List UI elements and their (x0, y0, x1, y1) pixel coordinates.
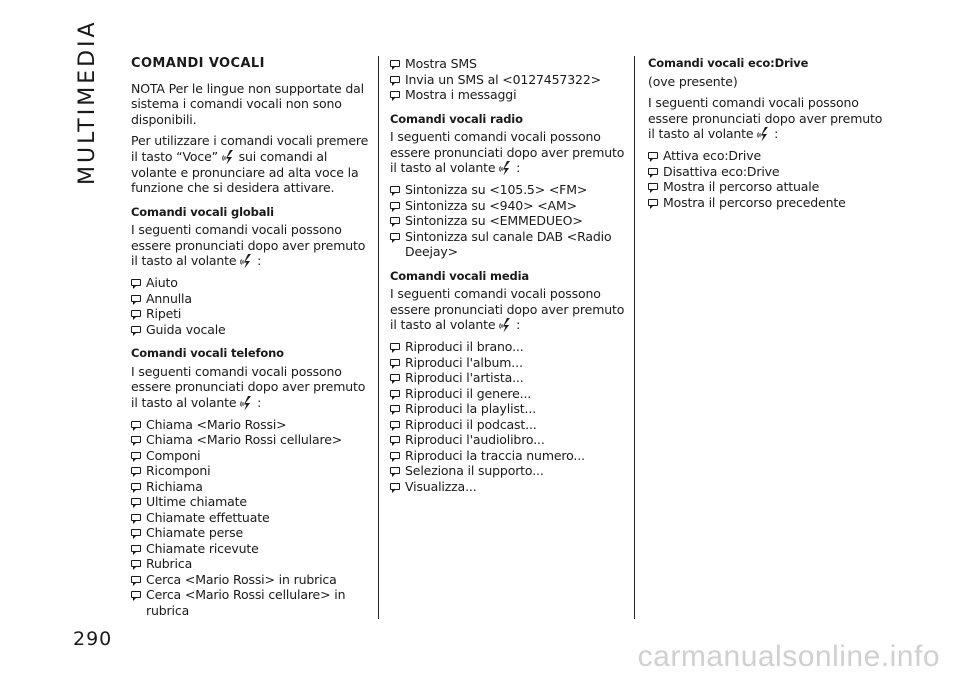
command-item (390, 182, 630, 198)
command-text: Mostra i messaggi (405, 87, 517, 102)
radio-commands-intro (390, 129, 630, 176)
command-text: Sintonizza su <105.5> <FM> (405, 182, 588, 197)
ecodrive-commands-list (648, 148, 888, 210)
command-item (131, 572, 371, 588)
command-item (648, 179, 888, 195)
command-text: Riproduci l'audiolibro... (405, 432, 545, 447)
phone-commands-list (131, 417, 371, 619)
intro-text-a: Per utilizzare i comandi vocali premere il tasto “Voce” (131, 133, 369, 164)
command-item (390, 432, 630, 448)
speech-bubble-icon (131, 514, 141, 521)
command-text: Riproduci la traccia numero... (405, 447, 585, 463)
command-text: Mostra il percorso attuale (663, 179, 820, 194)
note-paragraph: NOTA Per le lingue non supportate dal sistema i comandi vocali non sono disponibili. (131, 80, 365, 127)
colon: : (257, 394, 262, 410)
speech-bubble-icon (131, 452, 141, 459)
speech-bubble-icon (131, 576, 141, 583)
column-divider (378, 56, 379, 619)
heading-phone-commands: Comandi vocali telefono (131, 346, 284, 360)
command-text: Chiama <Mario Rossi cellulare> (146, 432, 343, 447)
speech-bubble-icon (390, 91, 400, 98)
command-item (390, 198, 630, 214)
speech-bubble-icon (390, 60, 400, 67)
speech-bubble-icon (648, 183, 658, 190)
command-item (131, 494, 371, 510)
command-text: Ricomponi (146, 463, 211, 478)
colon: : (516, 317, 521, 332)
global-commands-list (131, 275, 371, 337)
speech-bubble-icon (131, 498, 141, 505)
speech-bubble-icon (390, 374, 400, 381)
ecodrive-commands-text: I seguenti comandi vocali possono essere pronunciati dopo aver premuto il tasto al volante (648, 95, 883, 141)
column-divider (634, 56, 635, 619)
command-item (131, 432, 371, 448)
command-text: Riproduci il podcast... (405, 416, 537, 432)
command-item (648, 195, 888, 211)
speech-bubble-icon (390, 452, 400, 459)
sms-commands-list (390, 56, 630, 103)
speech-bubble-icon (390, 186, 400, 193)
command-text: Mostra il percorso precedente (663, 194, 846, 210)
speech-bubble-icon (390, 467, 400, 474)
command-text: Annulla (146, 290, 192, 306)
command-text: Ultime chiamate (146, 494, 247, 509)
command-item (131, 291, 371, 307)
command-item (390, 229, 630, 260)
column-3 (648, 56, 888, 214)
command-item (131, 463, 371, 479)
command-text: Componi (146, 447, 201, 463)
column-1 (131, 56, 371, 622)
speech-bubble-icon (131, 545, 141, 552)
command-item (131, 541, 371, 557)
command-text: Mostra SMS (405, 56, 477, 71)
speech-bubble-icon (131, 421, 141, 428)
command-item (390, 417, 630, 433)
speech-bubble-icon (390, 233, 400, 240)
command-text: Chiama <Mario Rossi> (146, 416, 287, 432)
speech-bubble-icon (131, 529, 141, 536)
command-text: Sintonizza su <940> <AM> (405, 197, 577, 213)
speech-bubble-icon (390, 390, 400, 397)
voice-button-icon (240, 253, 253, 269)
command-text: Ripeti (146, 306, 182, 321)
voice-button-icon (240, 395, 253, 411)
command-text: Rubrica (146, 556, 193, 571)
command-item (390, 56, 630, 72)
speech-bubble-icon (131, 310, 141, 317)
command-text: Richiama (146, 478, 203, 494)
speech-bubble-icon (390, 421, 400, 428)
command-text: Riproduci l'album... (405, 354, 523, 370)
speech-bubble-icon (131, 591, 141, 598)
command-text: Chiamate ricevute (146, 540, 259, 556)
watermark: carmanualsonline.info (637, 640, 940, 673)
command-text: Cerca <Mario Rossi> in rubrica (146, 571, 337, 587)
command-item (390, 401, 630, 417)
colon: : (257, 253, 262, 268)
colon: : (516, 160, 521, 175)
speech-bubble-icon (131, 467, 141, 474)
intro-paragraph (131, 133, 371, 196)
speech-bubble-icon (390, 343, 400, 350)
command-text: Seleziona il supporto... (405, 463, 544, 478)
command-text: Chiamate effettuate (146, 509, 270, 525)
command-text: Sintonizza sul canale DAB <Radio Deejay> (405, 228, 612, 259)
command-item (131, 556, 371, 572)
media-commands-text: I seguenti comandi vocali possono essere pronunciati dopo aver premuto il tasto al volante (390, 286, 625, 332)
radio-commands-text: I seguenti comandi vocali possono essere pronunciati dopo aver premuto il tasto al volante (390, 129, 625, 175)
speech-bubble-icon (390, 405, 400, 412)
heading-radio-commands: Comandi vocali radio (390, 111, 523, 126)
voice-button-icon (757, 126, 770, 142)
command-item (390, 463, 630, 479)
command-text: Aiuto (146, 275, 178, 290)
command-text: Visualizza... (405, 478, 477, 494)
command-text: Riproduci la playlist... (405, 401, 537, 416)
page-number: 290 (73, 628, 113, 650)
radio-commands-list (390, 182, 630, 260)
command-item (131, 322, 371, 338)
command-item (648, 164, 888, 180)
heading-global-commands: Comandi vocali globali (131, 204, 274, 219)
column-2 (390, 56, 630, 498)
command-item (131, 275, 371, 291)
command-text: Cerca <Mario Rossi cellulare> in rubrica (146, 587, 346, 618)
command-item (390, 355, 630, 371)
voice-button-icon (499, 317, 512, 333)
media-commands-intro (390, 286, 630, 333)
media-commands-list (390, 339, 630, 494)
command-item (390, 479, 630, 495)
command-item (390, 213, 630, 229)
voice-button-icon (499, 160, 512, 176)
command-item (131, 448, 371, 464)
global-commands-intro (131, 222, 371, 269)
speech-bubble-icon (390, 217, 400, 224)
command-item (390, 87, 630, 103)
command-item (390, 339, 630, 355)
ecodrive-commands-intro (648, 95, 888, 142)
speech-bubble-icon (390, 202, 400, 209)
speech-bubble-icon (648, 152, 658, 159)
command-item (131, 525, 371, 541)
speech-bubble-icon (390, 436, 400, 443)
speech-bubble-icon (390, 483, 400, 490)
command-text: Attiva eco:Drive (663, 148, 761, 163)
speech-bubble-icon (390, 359, 400, 366)
intro-text-b: sui comandi al volante e pronunciare ad alta voce la funzione che si desidera attivare. (131, 148, 359, 195)
heading-media-commands: Comandi vocali media (390, 268, 530, 283)
command-text: Disattiva eco:Drive (663, 163, 780, 179)
command-item (131, 587, 371, 618)
command-text: Sintonizza su <EMMEDUEO> (405, 213, 583, 228)
command-text: Invia un SMS al <0127457322> (405, 71, 601, 87)
speech-bubble-icon (390, 76, 400, 83)
command-text: Chiamate perse (146, 525, 244, 540)
command-text: Riproduci il brano... (405, 339, 524, 354)
global-commands-text: I seguenti comandi vocali possono essere pronunciati dopo aver premuto il tasto al volante (131, 222, 366, 268)
speech-bubble-icon (131, 279, 141, 286)
command-item (131, 479, 371, 495)
command-item (390, 448, 630, 464)
speech-bubble-icon (648, 199, 658, 206)
speech-bubble-icon (131, 436, 141, 443)
phone-commands-text: I seguenti comandi vocali possono essere pronunciati dopo aver premuto il tasto al volante (131, 363, 366, 410)
section-side-label: MULTIMEDIA (75, 19, 100, 185)
phone-commands-intro (131, 364, 371, 411)
command-item (131, 510, 371, 526)
command-item (390, 72, 630, 88)
speech-bubble-icon (131, 483, 141, 490)
command-item (131, 417, 371, 433)
voice-button-icon (222, 149, 235, 165)
speech-bubble-icon (131, 560, 141, 567)
command-text: Riproduci il genere... (405, 385, 532, 401)
speech-bubble-icon (648, 168, 658, 175)
colon: : (774, 126, 779, 141)
command-text: Riproduci l'artista... (405, 370, 524, 385)
heading-ecodrive-commands: Comandi vocali eco:Drive (648, 56, 809, 70)
command-item (131, 306, 371, 322)
speech-bubble-icon (131, 326, 141, 333)
command-text: Guida vocale (146, 321, 226, 337)
ecodrive-note: (ove presente) (648, 73, 738, 89)
page-title: COMANDI VOCALI (131, 56, 265, 71)
speech-bubble-icon (131, 295, 141, 302)
command-item (648, 148, 888, 164)
command-item (390, 370, 630, 386)
command-item (390, 386, 630, 402)
